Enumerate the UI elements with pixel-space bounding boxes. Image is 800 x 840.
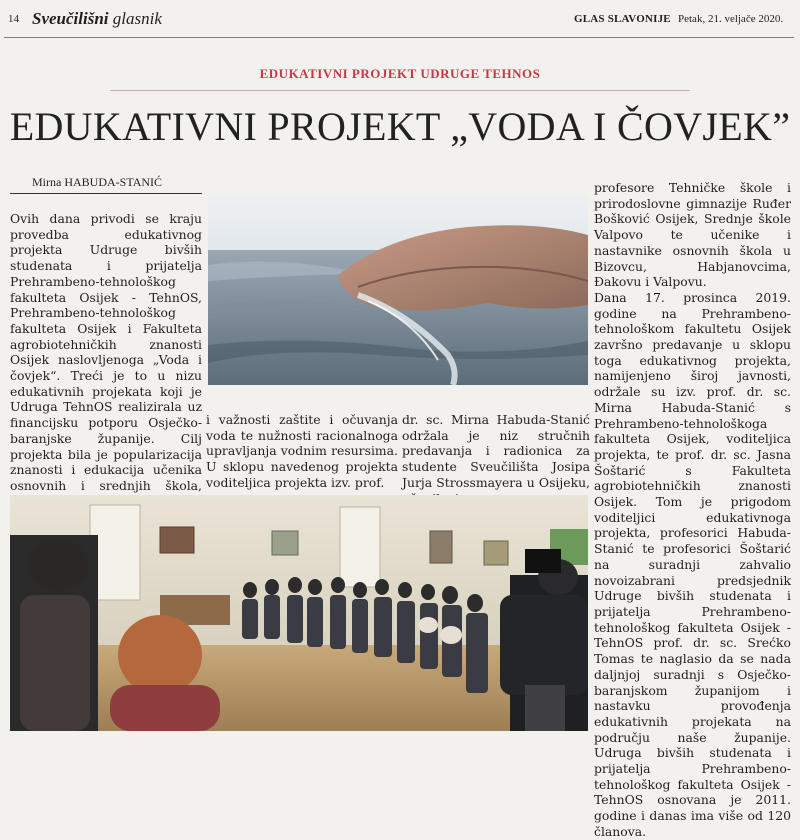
paragraph: Dana 17. prosinca 2019. godine na Prehrambeno-tehnološkom fakultetu Osijek završno predavanje u sklopu toga edukativnog projekta, namijenjeno široj javnosti, održale su izv. prof. dr. sc. Mirna Habuda-Stanić s Prehrambeno-tehnološkoga fakulteta Osijek, voditeljica projekta, te prof. dr. sc. Jasna Šoštarić s Fakulteta agrobiotehničkih znanosti Osijek. Tom je prigodom voditeljici edukativnoga projekta, profesorici Habuda-Stanić te profesorici Šoštarić na suradnji zahvalio novoizabrani predsjednik Udruge bivših studenata i prijatelja Prehrambeno-tehnološkog fakulteta Osijek - TehnOS prof. dr. sc. Srećko Tomas te naglasio da se nada daljnjoj suradnji s Osječko-baranjskom županijom i nastavku provođenja edukativnih projekata na području naše županije. Udruga bivših studenata i prijatelja Prehrambeno-tehnološkog fakulteta Osijek - TehnOS osnovana je 2011. godine i danas ima više od 120 članova.: [594, 289, 791, 839]
lecture-audience-image: [10, 495, 588, 731]
publication-name-italic: glasnik: [112, 9, 162, 28]
article-author: Mirna HABUDA-STANIĆ: [32, 175, 163, 189]
paragraph: Ovih dana privodi se kraju provedba edukativnog projekta Udruge bivših studenata i prijatelja Prehrambeno-tehnološkog fakulteta Osijek - TehnOS, Prehrambeno-tehnološkog fakulteta Osijek i Fakulteta agrobiotehničkih znanosti Osijek naslovljenoga „Voda i čovjek“. Treći je to u nizu edukativnih projekata koji je Udruga TehnOS realizirala uz financijsku potporu Osječko-baranjske županije. Cilj projekta bila je popularizacija znanosti i edukacija učenika osnovnih i srednjih škola,: [10, 211, 202, 493]
text-column-1: [10, 211, 202, 541]
water-hands-photo: [208, 195, 588, 385]
article-kicker: EDUKATIVNI PROJEKT UDRUGE TEHNOS: [259, 66, 541, 81]
text-column-3: [402, 412, 590, 506]
paragraph: dr. sc. Mirna Habuda-Stanić održala je niz stručnih predavanja i radionica za studente Sveučilišta Josipa Jurja Strossmayera u Osijeku,: [402, 412, 590, 490]
text-column-2: [206, 412, 398, 491]
article-title: EDUKATIVNI PROJEKT „VODA I ČOVJEK”: [9, 104, 791, 149]
text-column-4: [594, 180, 791, 840]
publication-name: [32, 9, 162, 29]
paragraph: i važnosti zaštite i očuvanja voda te nužnosti racionalnoga upravljanja vodnim resursima. U sklopu navedenog projekta voditeljica projekta izv. prof.: [206, 412, 398, 490]
paragraph: profesore Tehničke škole i prirodoslovne gimnazije Ruđer Bošković Osijek, Srednje škole Valpovo te učenike i nastavnike osnovnih škola u Bizovcu, Habjanovcima, Đakovu i Valpovu.: [594, 180, 791, 290]
page-header: [0, 0, 800, 40]
water-hands-image: [208, 195, 588, 385]
page-number: 14: [8, 13, 19, 25]
author-rule: [10, 193, 202, 194]
kicker-rule: [110, 90, 690, 91]
header-rule: [4, 37, 794, 38]
lecture-audience-photo: [10, 495, 588, 731]
publication-name-bold: Sveučilišni: [32, 9, 109, 28]
newspaper-name: GLAS SLAVONIJE: [574, 13, 671, 25]
publication-date: Petak, 21. veljače 2020.: [678, 13, 784, 25]
